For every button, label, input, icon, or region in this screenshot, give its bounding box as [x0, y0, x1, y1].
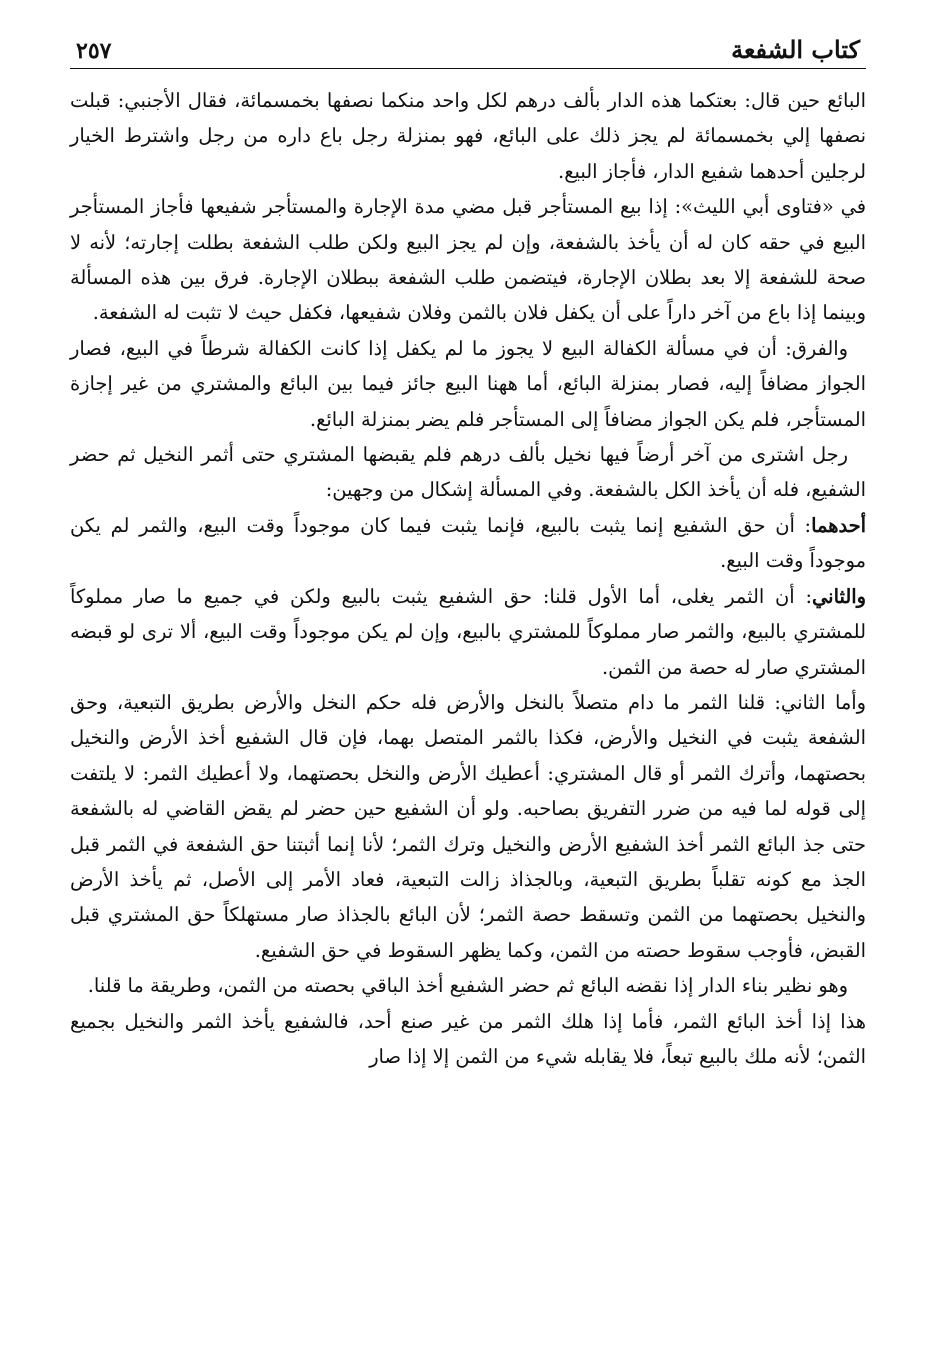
paragraph-text: في «فتاوى أبي الليث»: إذا بيع المستأجر قبل مضي مدة الإجارة والمستأجر شفيعها فأجاز المستأجر البيع في حقه كان له أن يأخذ بالشفعة، وإن لم يجز البيع ولكن طلب الشفعة بطلت إجارته؛ لأنه لا صحة للشفعة إلا بعد بطلان الإجارة، فيتضمن طلب الشفعة ببطلان الإجارة. فرق بين هذه المسألة وبينما إذا باع من آخر داراً على أن يكفل فلان بالثمن وفلان شفيعها، فكفل حيث لا تثبت له الشفعة. [70, 195, 866, 325]
paragraph-9 [70, 1004, 866, 1075]
paragraph-text: البائع حين قال: بعتكما هذه الدار بألف درهم لكل واحد منكما نصفها بخمسمائة، فقال الأجنبي: قبلت نصفها إلي بخمسمائة لم يجز ذلك على البائع، فهو بمنزلة رجل باع داره من رجل واشترط الخيار لرجلين أحدهما شفيع الدار، فأجاز البيع. [70, 89, 866, 183]
page-number: ٢٥٧ [76, 38, 112, 64]
paragraph-text: وهو نظير بناء الدار إذا نقضه البائع ثم حضر الشفيع أخذ الباقي بحصته من الثمن، وطريقة ما قلنا. [87, 974, 848, 998]
paragraph-lead-word: والثاني [812, 584, 866, 608]
paragraph-1 [70, 83, 866, 189]
page-body [70, 83, 866, 1074]
paragraph-7 [70, 685, 866, 968]
paragraph-3 [70, 331, 866, 437]
paragraph-lead-word: أحدهما [811, 513, 866, 537]
paragraph-text: وأما الثاني: قلنا الثمر ما دام متصلاً بالنخل والأرض فله حكم النخل والأرض بطريق التبعية، وحق الشفعة يثبت في النخيل والأرض، فكذا بالثمر المتصل بهما، فإن قال الشفيع أخذ الأرض والنخيل بحصتهما، وأترك الثمر أو قال المشتري: أعطيك الأرض والنخل بحصتهما، ولا أعطيك الثمر: لا يلتفت إلى قوله لما فيه من ضرر التفريق بصاحبه. ولو أن الشفيع حين حضر لم يقض القاضي له بالشفعة حتى جذ البائع الثمر أخذ الشفيع الأرض والنخيل وترك الثمر؛ لأنا إنما أثبتنا حق الشفعة في الثمر قبل الجذ مع كونه تقلباً بطريق التبعية، وبالجذاذ زالت التبعية، فعاد الأمر إلى الأصل، ثم يأخذ الأرض والنخيل بحصتهما من الثمن وتسقط حصة الثمر؛ لأن البائع بالجذاذ صار مستهلكاً حق المشتري قبل القبض، فأوجب سقوط حصته من الثمن، وكما يظهر السقوط في حق الشفيع. [70, 690, 866, 962]
paragraph-5 [70, 508, 866, 579]
paragraph-4 [70, 437, 866, 508]
paragraph-6 [70, 579, 866, 685]
paragraph-text: : أن حق الشفيع إنما يثبت بالبيع، فإنما يثبت فيما كان موجوداً وقت البيع، والثمر لم يكن موجوداً وقت البيع. [70, 513, 866, 573]
running-header-title: كتاب الشفعة [731, 35, 860, 64]
paragraph-2 [70, 189, 866, 331]
paragraph-text: هذا إذا أخذ البائع الثمر، فأما إذا هلك الثمر من غير صنع أحد، فالشفيع يأخذ الثمر والنخيل بجميع الثمن؛ لأنه ملك بالبيع تبعاً، فلا يقابله شيء من الثمن إلا إذا صار [70, 1009, 866, 1068]
paragraph-8 [70, 968, 866, 1003]
paragraph-text: رجل اشترى من آخر أرضاً فيها نخيل بألف درهم فلم يقبضها المشتري حتى أثمر النخيل ثم حضر الشفيع، فله أن يأخذ الكل بالشفعة. وفي المسألة إشكال من وجهين: [70, 443, 866, 502]
page-header [70, 24, 866, 69]
paragraph-text: : أن الثمر يغلى، أما الأول قلنا: حق الشفيع يثبت بالبيع ولكن في جميع ما صار مملوكاً للمشتري بالبيع، والثمر صار مملوكاً للمشتري بالبيع، وإن لم يكن موجوداً وقت البيع، ألا ترى لو قبضه المشتري صار له حصة من الثمن. [70, 584, 866, 679]
paragraph-text: والفرق: أن في مسألة الكفالة البيع لا يجوز ما لم يكفل إذا كانت الكفالة شرطاً في البيع، فصار الجواز مضافاً إليه، فصار بمنزلة البائع، أما ههنا البيع جائز فيما بين البائع والمشتري من غير إجازة المستأجر، فلم يكن الجواز مضافاً إلى المستأجر فلم يضر بمنزلة البائع. [70, 336, 866, 431]
